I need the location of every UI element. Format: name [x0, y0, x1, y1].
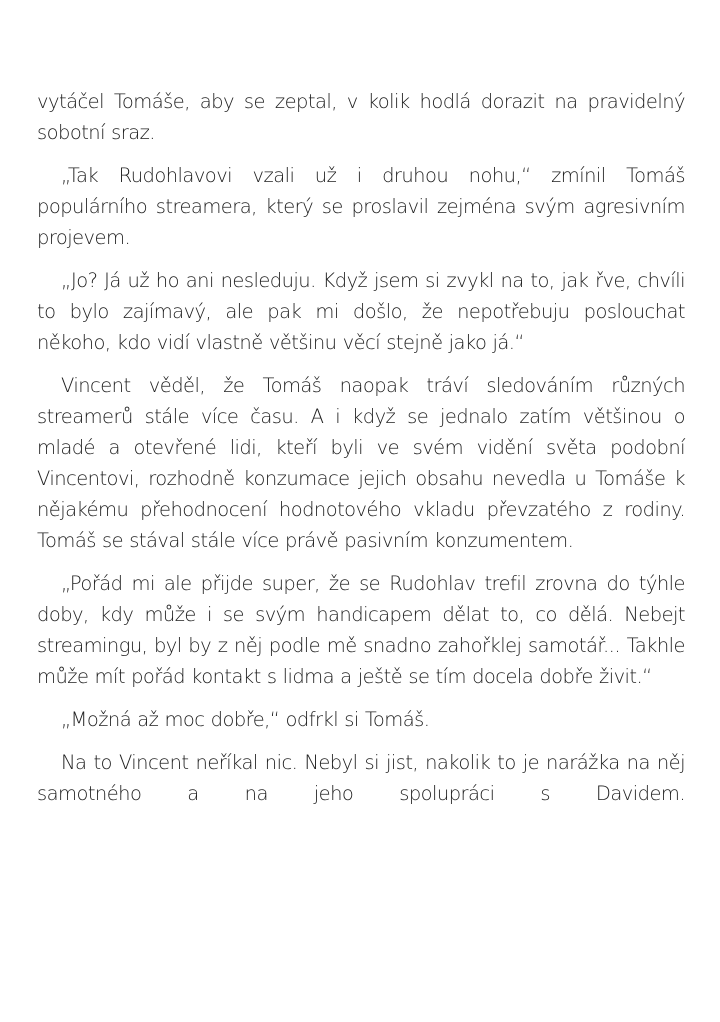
paragraph-dialogue: „Tak Rudohlavovi vzali už i druhou nohu,“ zmínil Tomáš populárního streamera, který se proslavil zejména svým agresivním projevem. [37, 164, 685, 249]
paragraph-dialogue: „Možná až moc dobře,“ odfrkl si Tomáš. [61, 708, 430, 731]
paragraph-narration: Na to Vincent neříkal nic. Nebyl si jist, nakolik to je narážka na něj samotného a na jeho spolupráci s Davidem. [37, 751, 685, 805]
body-text [37, 86, 685, 821]
paragraph-continuation: vytáčel Tomáše, aby se zeptal, v kolik hodlá dorazit na pravidelný sobotní sraz. [37, 90, 685, 144]
paragraph-dialogue: „Pořád mi ale přijde super, že se Rudohlav trefil zrovna do týhle doby, kdy může i se svým handicapem dělat to, co dělá. Nebejt streamingu, byl by z něj podle mě snadno zahořklej samotář... Takhle může mít pořád kontakt s lidma a ještě se tím docela dobře živit.“ [37, 572, 685, 688]
paragraph-dialogue: „Jo? Já už ho ani nesleduju. Když jsem si zvykl na to, jak řve, chvíli to bylo zajímavý, ale pak mi došlo, že nepotřebuju poslouchat někoho, kdo vidí vlastně většinu věcí stejně jako já.“ [37, 269, 685, 354]
paragraph-narration: Vincent věděl, že Tomáš naopak tráví sledováním různých streamerů stále více času. A i když se jednalo zatím většinou o mladé a otevřené lidi, kteří byli ve svém vidění světa podobní Vincentovi, rozhodně konzumace jejich obsahu nevedla u Tomáše k nějakému přehodnocení hodnotového vkladu převzatého z rodiny. Tomáš se stával stále více právě pasivním konzumentem. [37, 374, 685, 552]
